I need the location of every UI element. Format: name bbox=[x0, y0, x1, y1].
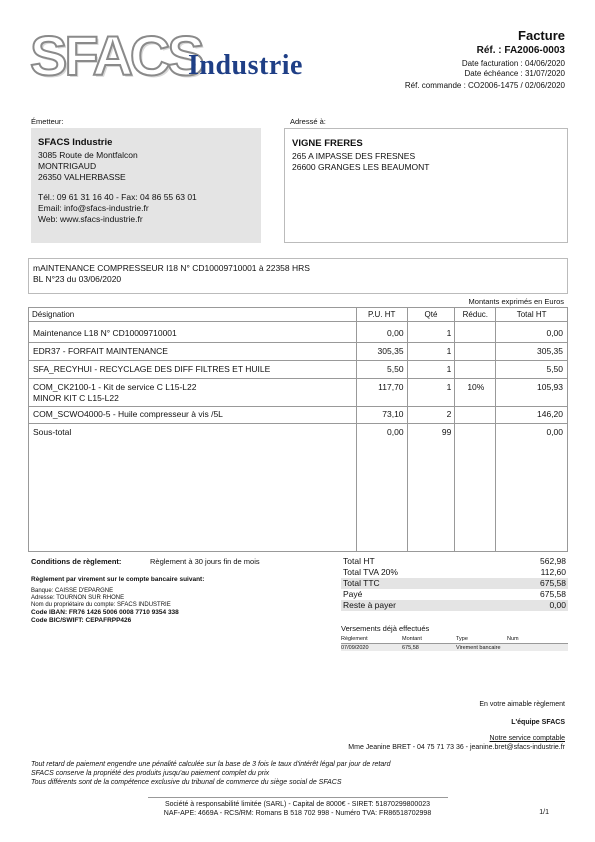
team-signature: L'équipe SFACS bbox=[511, 719, 565, 726]
cell-qte: 1 bbox=[446, 382, 452, 392]
contact-line: Mme Jeanine BRET - 04 75 71 73 36 - jeanine.bret@sfacs-industrie.fr bbox=[348, 744, 565, 751]
date-echeance: Date échéance : 31/07/2020 bbox=[464, 68, 565, 78]
cell-total: 105,93 bbox=[537, 382, 564, 392]
date-facturation: Date facturation : 04/06/2020 bbox=[461, 59, 565, 68]
payments-made bbox=[341, 624, 568, 651]
cell-total: 5,50 bbox=[546, 364, 564, 374]
company-footer bbox=[0, 800, 595, 818]
cell-qte: 1 bbox=[446, 364, 452, 374]
emetteur-phone: Tél.: 09 61 31 16 40 - Fax: 04 86 55 63 01 bbox=[38, 192, 197, 202]
conditions-value: Règlement à 30 jours fin de mois bbox=[150, 557, 260, 566]
table-row bbox=[29, 382, 567, 404]
legal-line: Tout retard de paiement engendre une pénalité calculée sur la base de 3 fois le taux d'intérêt légal par jour de retard bbox=[31, 761, 391, 768]
cell-qte: 1 bbox=[446, 346, 452, 356]
legal-mentions bbox=[31, 760, 390, 787]
cell-designation: SFA_RECYHUI - RECYCLAGE DES DIFF FILTRES ET HUILE bbox=[33, 364, 271, 374]
table-row-subtotal bbox=[29, 427, 567, 438]
total-label: Total TTC bbox=[343, 578, 380, 588]
service-name: Notre service comptable bbox=[489, 735, 565, 742]
greeting: En votre aimable règlement bbox=[479, 701, 565, 708]
table-row bbox=[29, 364, 567, 375]
total-label: Payé bbox=[343, 589, 363, 599]
cell-reduc bbox=[455, 328, 496, 339]
total-value: 675,58 bbox=[540, 578, 566, 588]
total-value: 562,98 bbox=[540, 556, 566, 566]
note-line: BL N°23 du 03/06/2020 bbox=[33, 274, 122, 284]
col-header: Désignation bbox=[29, 308, 357, 321]
invoice-lines-table bbox=[28, 307, 568, 552]
cell-qte: 1 bbox=[446, 328, 452, 338]
payments-row bbox=[341, 644, 568, 651]
emetteur-address-line: 3085 Route de Montfalcon bbox=[38, 150, 138, 160]
cell-reduc bbox=[455, 346, 496, 357]
total-label: Total TVA 20% bbox=[343, 567, 398, 577]
destinataire-box bbox=[284, 128, 568, 243]
invoice-header bbox=[405, 28, 565, 90]
cell-pu: 117,70 bbox=[378, 382, 404, 392]
table-row bbox=[29, 328, 567, 339]
cell-reduc: 10% bbox=[467, 382, 485, 392]
cell-pu: 0,00 bbox=[387, 328, 404, 338]
col-header: Qté bbox=[408, 308, 456, 321]
payment-type: Virement bancaire bbox=[456, 645, 501, 651]
emetteur-box bbox=[31, 128, 261, 243]
footer-line: Société à responsabilité limitée (SARL) - Capital de 8000€ - SIRET: 51870299800023 bbox=[165, 801, 430, 808]
emetteur-label: Émetteur: bbox=[31, 117, 64, 126]
payments-col-header: Règlement bbox=[341, 636, 368, 642]
cell-total: 305,35 bbox=[537, 346, 564, 356]
destinataire-label: Adressé à: bbox=[290, 117, 326, 126]
total-label: Total HT bbox=[343, 556, 375, 566]
cell-pu: 73,10 bbox=[382, 409, 404, 419]
total-label: Reste à payer bbox=[343, 600, 396, 610]
col-header: Total HT bbox=[516, 310, 547, 319]
destinataire-name: VIGNE FRERES bbox=[292, 138, 363, 149]
cell-total: 0,00 bbox=[546, 328, 564, 338]
designation-line: MINOR KIT C L15-L22 bbox=[33, 393, 119, 403]
cell-total: 0,00 bbox=[546, 427, 564, 437]
payment-conditions bbox=[31, 557, 260, 625]
ref-commande: Réf. commande : CO2006-1475 / 02/06/2020 bbox=[404, 81, 565, 90]
cell-reduc bbox=[455, 427, 496, 438]
col-header: P.U. HT bbox=[357, 308, 408, 321]
emetteur-address-line: MONTRIGAUD bbox=[38, 161, 97, 171]
destinataire-address-line: 265 A IMPASSE DES FRESNES bbox=[292, 151, 416, 161]
amounts-caption: Montants exprimés en Euros bbox=[468, 297, 564, 306]
legal-line: Tous différents sont de la compétence exclusive du tribunal de commerce du siège social de SFACS bbox=[31, 779, 342, 786]
total-row bbox=[341, 556, 568, 567]
logo-mark: SFACS bbox=[30, 24, 202, 87]
total-value: 0,00 bbox=[549, 600, 566, 610]
cell-pu: 305,35 bbox=[377, 346, 404, 356]
cell-designation: COM_SCWO4000-5 - Huile compresseur à vis /5L bbox=[33, 409, 223, 419]
cell-pu: 5,50 bbox=[387, 364, 404, 374]
invoice-note bbox=[28, 258, 568, 294]
bic: Code BIC/SWIFT: CEPAFRPP426 bbox=[31, 617, 132, 624]
bank-name: Banque: CAISSE D'EPARGNE bbox=[31, 588, 114, 594]
payment-date: 07/09/2020 bbox=[341, 645, 369, 651]
total-row bbox=[341, 600, 568, 611]
cell-pu: 0,00 bbox=[387, 427, 404, 437]
destinataire-address-line: 26600 GRANGES LES BEAUMONT bbox=[292, 162, 430, 172]
total-row bbox=[341, 567, 568, 578]
page-number: 1/1 bbox=[539, 809, 549, 816]
table-row bbox=[29, 346, 567, 357]
table-header bbox=[29, 308, 567, 322]
bank-address: Adresse: TOURNON SUR RHONE bbox=[31, 595, 125, 601]
emetteur-address-line: 26350 VALHERBASSE bbox=[38, 172, 126, 182]
cell-designation: Maintenance L18 N° CD10009710001 bbox=[33, 328, 177, 338]
total-row bbox=[341, 578, 568, 589]
cell-qte: 99 bbox=[441, 427, 452, 437]
cell-reduc bbox=[455, 409, 496, 420]
footer-divider bbox=[148, 797, 448, 798]
total-value: 112,60 bbox=[540, 567, 566, 577]
company-logo bbox=[30, 24, 320, 87]
col-header: Réduc. bbox=[455, 308, 496, 321]
invoice-ref: Réf. : FA2006-0003 bbox=[476, 45, 565, 56]
table-row bbox=[29, 409, 567, 420]
note-line: mAINTENANCE COMPRESSEUR I18 N° CD10009710001 à 22358 HRS bbox=[33, 263, 310, 273]
doc-type: Facture bbox=[518, 28, 565, 43]
iban: Code IBAN: FR76 1426 5006 0008 7710 9354 338 bbox=[31, 609, 179, 616]
payments-col-header: Montant bbox=[402, 636, 422, 642]
cell-designation: EDR37 - FORFAIT MAINTENANCE bbox=[33, 346, 168, 356]
emetteur-name: SFACS Industrie bbox=[38, 137, 113, 148]
payments-col-header: Num bbox=[507, 636, 519, 642]
designation-line: COM_CK2100-1 - Kit de service C L15-L22 bbox=[33, 382, 197, 392]
total-row bbox=[341, 589, 568, 600]
total-value: 675,58 bbox=[540, 589, 566, 599]
cell-qte: 2 bbox=[446, 409, 452, 419]
emetteur-email: Email: info@sfacs-industrie.fr bbox=[38, 203, 149, 213]
payments-col-header: Type bbox=[456, 636, 468, 642]
account-owner: Nom du propriétaire du compte: SFACS INDUSTRIE bbox=[31, 602, 171, 608]
footer-line: NAF-APE: 4669A - RCS/RM: Romans B 518 702 998 - Numéro TVA: FR86518702998 bbox=[163, 810, 432, 817]
payment-amount: 675,58 bbox=[402, 645, 419, 651]
cell-designation: Sous-total bbox=[33, 427, 72, 437]
cell-total: 146,20 bbox=[537, 409, 564, 419]
legal-line: SFACS conserve la propriété des produits jusqu'au paiement complet du prix bbox=[31, 770, 270, 777]
conditions-label: Conditions de règlement: bbox=[31, 557, 122, 566]
payment-num bbox=[507, 645, 568, 651]
logo-subtitle: Industrie bbox=[188, 50, 303, 81]
totals-block bbox=[341, 556, 568, 611]
payments-title: Versements déjà effectués bbox=[341, 624, 430, 633]
cell-designation bbox=[29, 382, 357, 404]
payments-header bbox=[341, 636, 568, 644]
virement-title: Règlement par virement sur le compte bancaire suivant: bbox=[31, 576, 205, 583]
cell-reduc bbox=[455, 364, 496, 375]
emetteur-web: Web: www.sfacs-industrie.fr bbox=[38, 214, 143, 224]
